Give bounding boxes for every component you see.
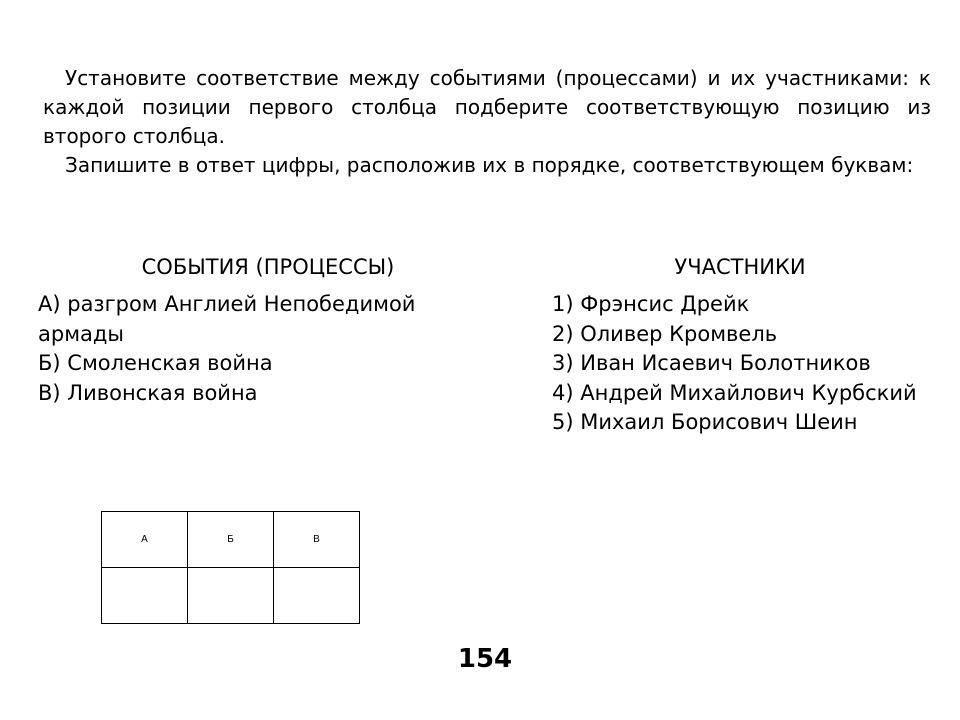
answer-letter-b: Б (188, 512, 274, 568)
event-item-v: В) Ливонская война (38, 380, 258, 405)
events-column-header: СОБЫТИЯ (ПРОЦЕССЫ) (141, 255, 395, 279)
participant-item-3: 3) Иван Исаевич Болотников (552, 351, 871, 375)
participants-list (552, 290, 942, 438)
task-instructions (43, 64, 931, 180)
answer-letter-a: А (102, 512, 188, 568)
events-list (38, 290, 488, 408)
answer-cell-v[interactable] (274, 568, 360, 624)
answer-table-input-row (102, 568, 360, 624)
participant-item-1: 1) Фрэнсис Дрейк (552, 292, 750, 316)
event-item-b: Б) Смоленская война (38, 351, 273, 375)
participant-item-2: 2) Оливер Кромвель (552, 321, 778, 346)
participant-item-5: 5) Михаил Борисович Шеин (552, 410, 858, 434)
answer-cell-a[interactable] (102, 568, 188, 624)
event-item-a: А) разгром Англией Непобедимой армады (38, 292, 416, 346)
answer-table (101, 511, 360, 624)
answer-letter-v: В (274, 512, 360, 568)
instruction-paragraph-1: Установите соответствие между событиями (процессами) и их участниками: к каждой позиции первого столбца подберите соответствующую позицию из второго столбца. (43, 66, 931, 148)
instruction-paragraph-2: Запишите в ответ цифры, расположив их в порядке, соответствующем буквам: (65, 153, 914, 177)
answer-cell-b[interactable] (188, 568, 274, 624)
participants-column-header: УЧАСТНИКИ (674, 255, 806, 279)
participant-item-4: 4) Андрей Михайлович Курбский (552, 380, 917, 405)
answer-table-letter-row (102, 512, 360, 568)
page-number: 154 (457, 644, 513, 674)
